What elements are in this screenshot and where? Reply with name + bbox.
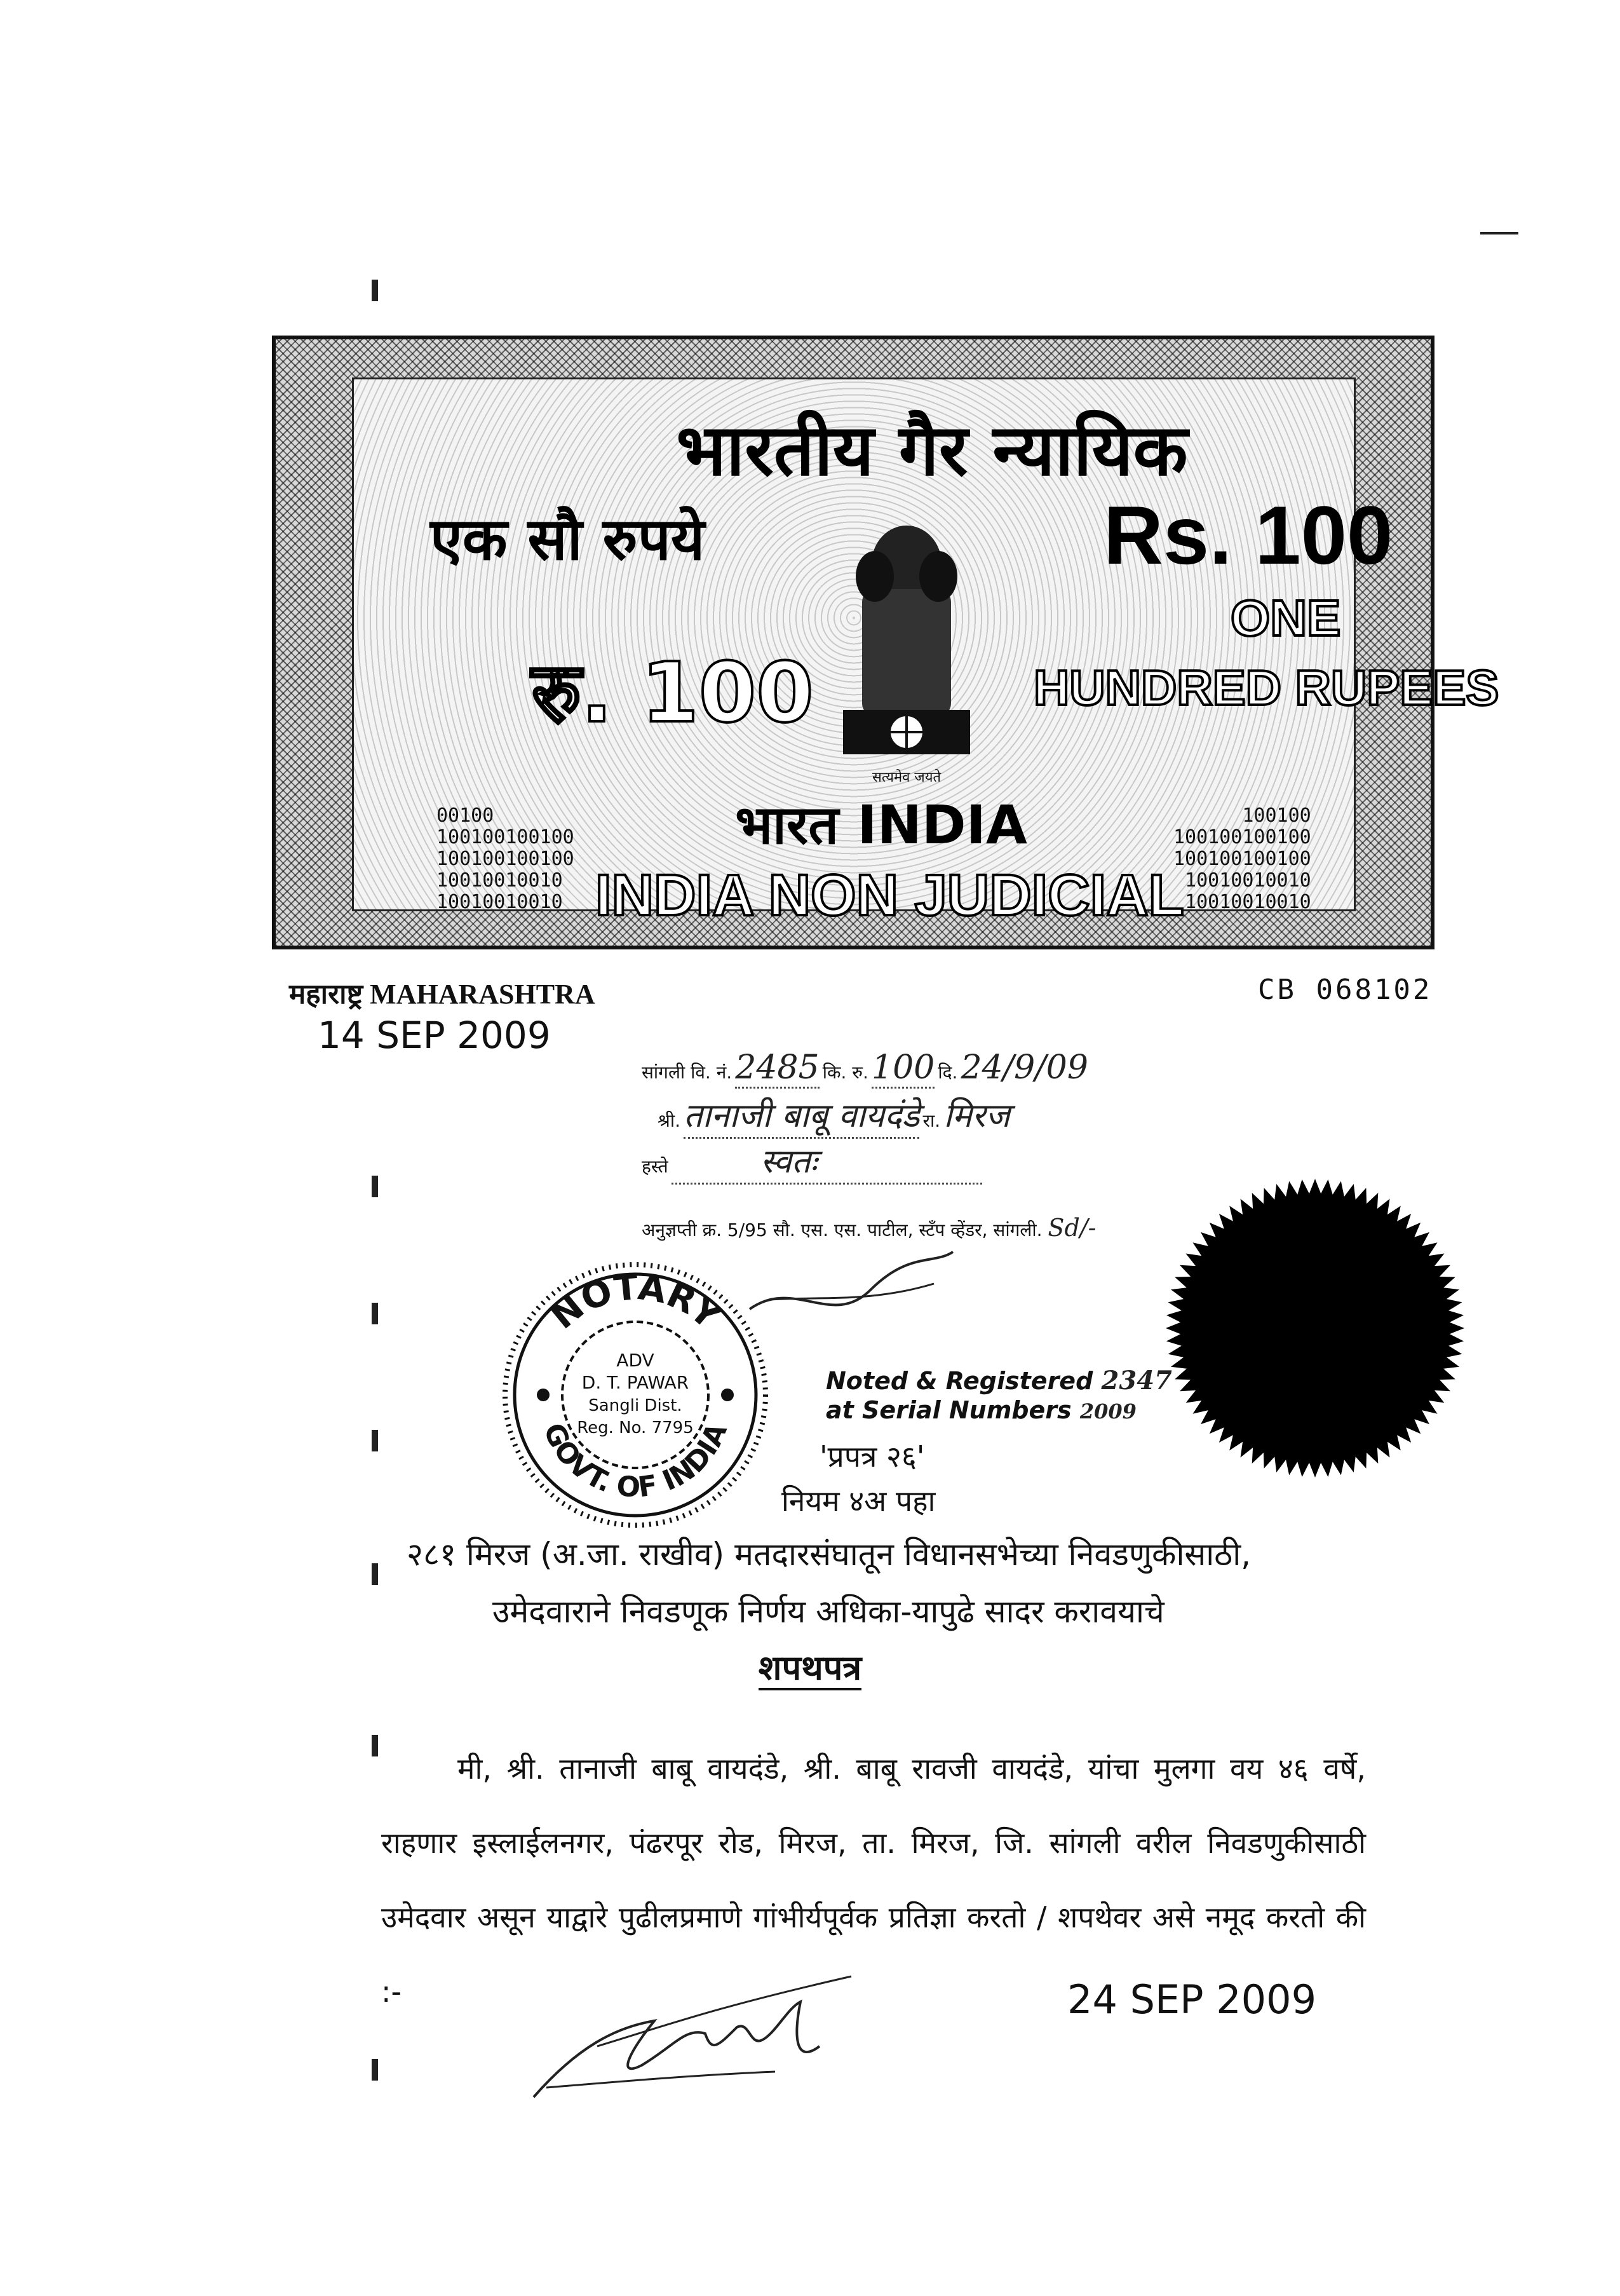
form-number: 'प्रपत्र २६' [820, 1439, 925, 1474]
purchaser-name: तानाजी बाबू वायदंडे [684, 1092, 919, 1139]
date-stamp-affidavit: 24 SEP 2009 [1067, 1976, 1317, 2023]
vendor-no-value: 2485 [735, 1049, 819, 1089]
stamp-hindi-header: भारतीय गैर न्यायिक [676, 409, 1188, 492]
stamp-bharat-india: भारत INDIA [735, 794, 1027, 856]
vendor-licence-initials: Sd/- [1048, 1214, 1097, 1242]
corner-mark [1480, 232, 1518, 234]
margin-mark [372, 1176, 378, 1197]
notary-seal-icon [496, 1255, 775, 1535]
stamp-binary-right: 100100 100100100100 100100100100 10010010010 10010010010 [1173, 805, 1311, 913]
noted-line1: Noted & Registered [826, 1367, 1093, 1395]
stamp-paper [272, 336, 1499, 949]
stamp-india-non-judicial: INDIA NON JUDICIAL [595, 863, 1184, 928]
notary-line3: Sangli Dist. [588, 1396, 682, 1415]
deponent-signature-icon [521, 1951, 877, 2116]
vendor-signature-icon [743, 1239, 959, 1335]
rule-reference: नियम ४अ पहा [781, 1484, 936, 1518]
document-title [0, 1643, 1620, 1690]
stamp-hindi-value: एक सौ रुपये [430, 505, 705, 573]
residence-label: रा. [922, 1110, 941, 1131]
haste-value: स्वतः [672, 1138, 982, 1185]
heading-line2: उमेदवाराने निवडणूक निर्णय अधिका-यापुढे सादर करावयाचे [492, 1593, 1164, 1630]
document-title-text: शपथपत्र [759, 1648, 861, 1690]
notary-line4: Reg. No. 7795 [577, 1418, 694, 1437]
margin-mark [372, 280, 378, 301]
stamp-rupee-value: रु. 100 [532, 644, 814, 741]
notary-top-text: NOTARY [543, 1267, 728, 1338]
vendor-licence-line [642, 1214, 1096, 1242]
vendor-register-row [642, 1049, 1088, 1089]
noted-registered-stamp [826, 1366, 1172, 1426]
notary-line2: D. T. PAWAR [581, 1372, 689, 1393]
notary-line1: ADV [616, 1350, 654, 1371]
heading-line1: २८१ मिरज (अ.जा. राखीव) मतदारसंघातून विधानसभेच्या निवडणुकीसाठी, [407, 1536, 1252, 1573]
date-value: 24/9/09 [961, 1049, 1088, 1087]
date-stamp-issue: 14 SEP 2009 [318, 1014, 551, 1057]
national-emblem-icon [824, 519, 989, 786]
haste-label: हस्ते [642, 1156, 668, 1177]
purchaser-row [658, 1092, 1010, 1139]
date-label: दि. [938, 1062, 958, 1083]
affidavit-paragraph: मी, श्री. तानाजी बाबू वायदंडे, श्री. बाबू रावजी वायदंडे, यांचा मुलगा वय ४६ वर्षे, राहणार इस्लाईलनगर, पंढरपूर रोड, मिरज, ता. मिरज, जि. सांगली वरील निवडणुकीसाठी उमेदवार असून याद्वारे पुढीलप्रमाणे गांभीर्यपूर्वक प्रतिज्ञा करतो / शपथेवर असे नमूद करतो की :- [381, 1751, 1366, 2009]
stamp-motto: सत्यमेव जयते [872, 770, 942, 785]
vendor-licence-text: अनुज्ञप्ती क्र. 5/95 सौ. एस. एस. पाटील, स्टँप व्हेंडर, सांगली. [642, 1219, 1043, 1240]
value-value: 100 [872, 1049, 935, 1089]
margin-mark [372, 2059, 378, 2081]
embossed-seal-icon [1163, 1176, 1468, 1481]
margin-mark [372, 1430, 378, 1451]
svg-text:NOTARY [543, 1267, 729, 1338]
stamp-hundred-label: HUNDRED RUPEES [1034, 660, 1499, 716]
stamp-rs-value: Rs. 100 [1104, 489, 1393, 581]
stamp-one-label: ONE [1231, 590, 1341, 646]
value-label: कि. रु. [822, 1062, 868, 1083]
vendor-no-label: सांगली वि. नं. [642, 1062, 732, 1083]
margin-mark [372, 1735, 378, 1756]
margin-mark [372, 1563, 378, 1585]
margin-mark [372, 1303, 378, 1324]
noted-number: 2347 [1101, 1366, 1172, 1396]
stamp-inner-panel [352, 377, 1499, 928]
noted-line2: at Serial Numbers [826, 1396, 1072, 1424]
notary-bottom-text: GOVT. OF INDIA [537, 1418, 734, 1504]
noted-year: 2009 [1079, 1399, 1137, 1423]
stamp-binary-left: 00100 100100100100 100100100100 10010010010 10010010010 [436, 805, 574, 913]
state-label: महाराष्ट्र MAHARASHTRA [289, 979, 595, 1010]
stamp-serial-number: CB 068102 [1258, 974, 1433, 1006]
through-row [642, 1138, 982, 1185]
residence-value: मिरज [943, 1097, 1010, 1135]
shri-label: श्री. [658, 1110, 680, 1131]
